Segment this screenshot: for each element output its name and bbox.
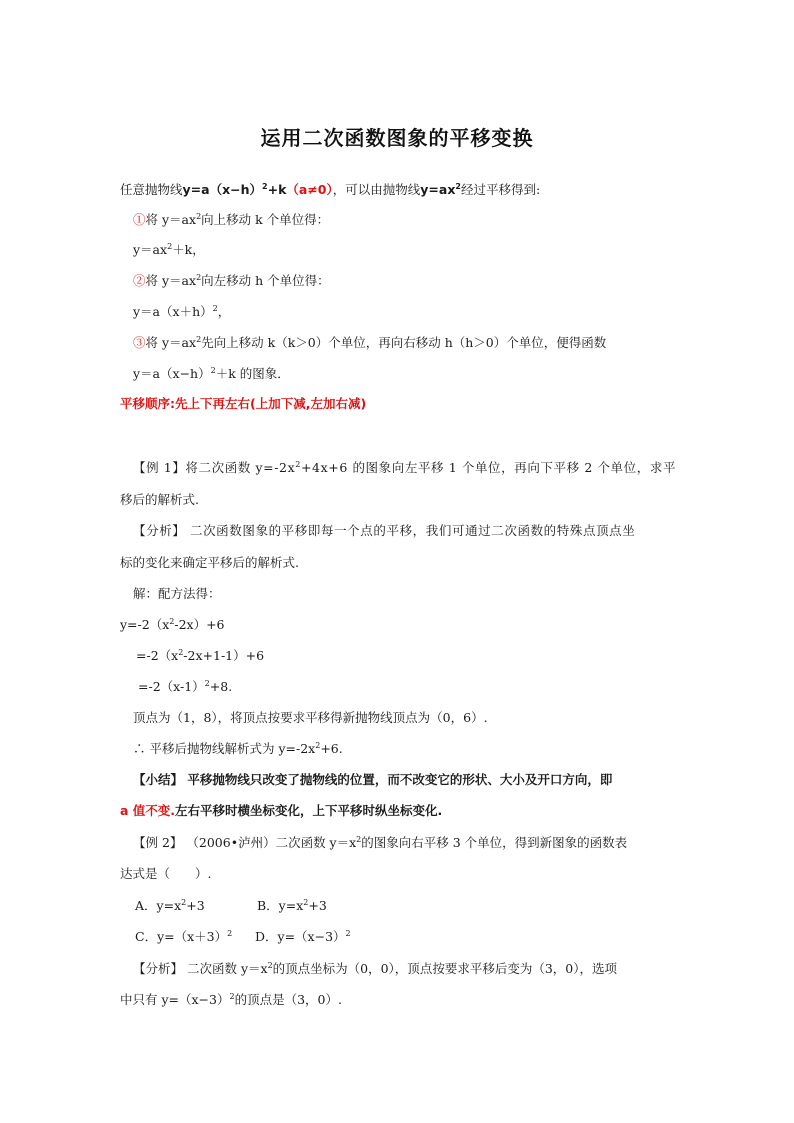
intro-line (120, 182, 540, 198)
option-d: D．$y=(x-3)^2$ (255, 929, 351, 944)
example-2-question-cont: 达式是（ ）. (120, 866, 212, 881)
rule-1: ①将 $y=ax^2$向上移动 k 个单位得： (133, 212, 330, 227)
option-b: B．$y=x^2+3$ (257, 898, 327, 913)
example-1-step-3: $=-2(x-1)^2+8$. (138, 679, 233, 694)
rule-2-number: ② (133, 273, 146, 288)
example-1-question-cont: 移后的解析式. (120, 492, 199, 507)
intro-text-1: 任意抛物线 (120, 182, 183, 197)
rule-3-text: 将 y＝ax (145, 335, 197, 350)
intro-condition: （a≠0） (286, 182, 333, 197)
rule-2-result: $y=a(x+h)^2$， (133, 304, 231, 319)
rule-1-number: ① (133, 212, 146, 227)
rule-1-text: 将 y＝ax (145, 212, 197, 227)
rule-2: ②将 $y=ax^2$向左移动 h 个单位得： (133, 273, 330, 288)
example-1-vertex: 顶点为（1，8），将顶点按要求平移得新抛物线顶点为（0，6）. (133, 710, 488, 725)
summary-highlight: a 值不变. (120, 803, 176, 818)
example-2-question: 【例 2】 （2006•泸州）二次函数 $y=x^2$的图象向右平移 3 个单位，得到新图象的函数表 (133, 835, 628, 850)
option-a: A．$y=x^2+3$ (135, 898, 205, 913)
page-title: 运用二次函数图象的平移变换 (260, 126, 534, 150)
intro-text-3: 经过平移得到: (460, 182, 541, 197)
rule-1-result: $y=ax^2+k$， (133, 242, 205, 257)
rule-3: ③将 $y=ax^2$先向上移动 k（k＞0）个单位，再向右移动 h（h＞0）个单位，便得函数 (133, 335, 607, 350)
example-1-step-1: $y=-2(x^2-2x)+6$ (120, 617, 225, 632)
rule-3-number: ③ (133, 335, 146, 350)
rule-3-result: $y=a(x-h)^2+k$ 的图象． (133, 366, 290, 381)
rule-2-text: 将 y＝ax (145, 273, 197, 288)
translation-order-note: 平移顺序:先上下再左右(上加下减,左加右减) (120, 396, 367, 411)
example-1-conclusion: ∴ 平移后抛物线解析式为 $y=-2x^2+6$. (133, 741, 343, 756)
summary-line-2: a 值不变.左右平移时横坐标变化，上下平移时纵坐标变化. (120, 803, 443, 818)
intro-formula-1: $y=a(x-h)^2+k$ (182, 182, 287, 197)
example-1-solution-label: 解：配方法得： (133, 586, 221, 601)
example-2-analysis: 【分析】 二次函数 $y=x^2$的顶点坐标为（0，0），顶点按要求平移后变为（3，0），选项 (133, 961, 617, 976)
example-1-analysis-cont: 标的变化来确定平移后的解析式. (120, 555, 299, 570)
example-1-question: 【例 1】将二次函数 $y=-2x^2+4x+6$ 的图象向左平移 1 个单位，再向下平移 2 个单位，求平 (133, 460, 677, 475)
intro-formula-2: $y=ax^2$ (420, 182, 461, 197)
option-c: C．$y=(x+3)^2$ (135, 929, 233, 944)
example-1-step-2: $=-2(x^2-2x+1-1)+6$ (136, 648, 265, 663)
intro-text-2: ，可以由抛物线 (332, 182, 421, 197)
example-1-analysis: 【分析】 二次函数图象的平移即每一个点的平移，我们可通过二次函数的特殊点顶点坐 (133, 523, 636, 538)
example-2-analysis-cont: 中只有 $y=(x-3)^2$的顶点是（3，0）. (120, 992, 342, 1007)
summary-line-1: 【小结】 平移抛物线只改变了抛物线的位置，而不改变它的形状、大小及开口方向，即 (133, 772, 613, 787)
